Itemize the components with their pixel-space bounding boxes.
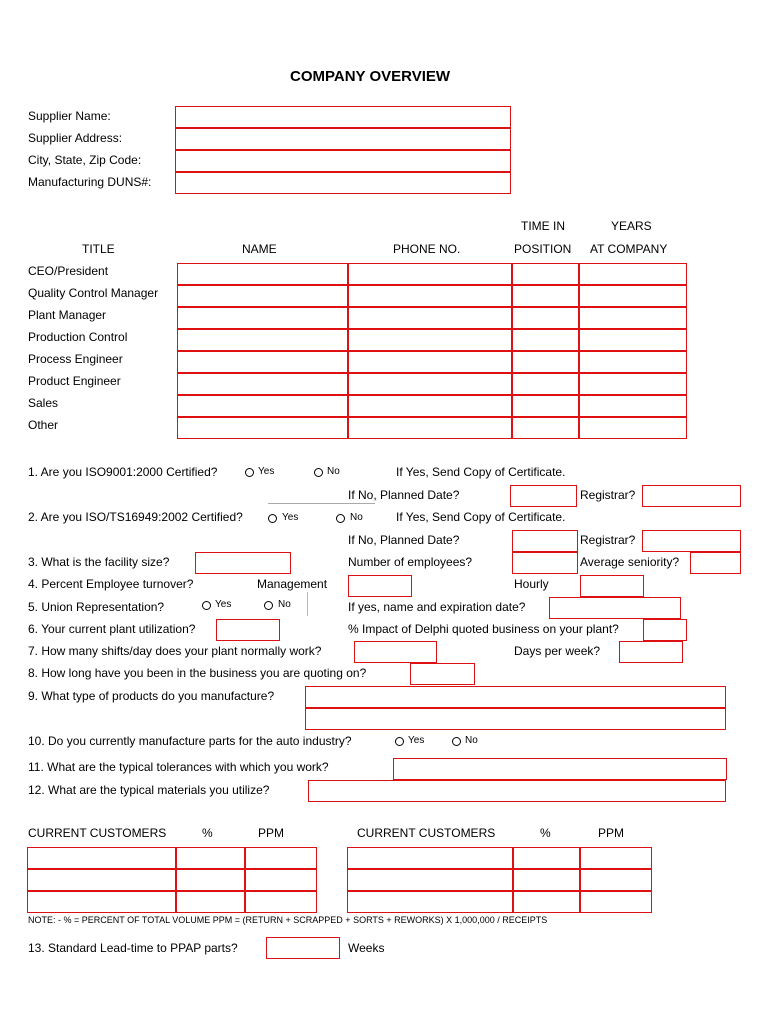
customer-left-ppm-field[interactable] (245, 869, 317, 891)
q2-no-label: No (350, 512, 363, 523)
q1-no-radio[interactable] (314, 468, 323, 477)
customer-right-ppm-field[interactable] (580, 869, 652, 891)
customer-right-pct-field[interactable] (513, 869, 580, 891)
header-years: YEARS (611, 219, 652, 233)
contact-years-at-company-field[interactable] (579, 351, 687, 373)
days-per-week-field[interactable] (619, 641, 683, 663)
contact-row-label: CEO/President (28, 264, 109, 278)
facility-size-field[interactable] (195, 552, 291, 574)
header-at-company: AT COMPANY (590, 242, 668, 256)
customer-right-customer-field[interactable] (347, 869, 513, 891)
q7-label: 7. How many shifts/day does your plant normally work? (28, 644, 322, 658)
q2-yes-radio[interactable] (268, 514, 277, 523)
years-in-business-field[interactable] (410, 663, 475, 685)
contact-time-in-position-field[interactable] (512, 329, 579, 351)
contact-phone-field[interactable] (348, 263, 512, 285)
q1-if-yes: If Yes, Send Copy of Certificate. (396, 465, 566, 479)
q1-yes-label: Yes (258, 466, 275, 477)
contact-years-at-company-field[interactable] (579, 263, 687, 285)
customer-left-pct-field[interactable] (176, 847, 245, 869)
q1-registrar-field[interactable] (642, 485, 741, 507)
delphi-impact-label: % Impact of Delphi quoted business on your plant? (348, 622, 619, 636)
header-position: POSITION (514, 242, 572, 256)
customers-right-ppm-header: PPM (598, 826, 625, 840)
contact-name-field[interactable] (177, 351, 348, 373)
contact-row-label: Plant Manager (28, 308, 107, 322)
contact-name-field[interactable] (177, 395, 348, 417)
contact-row-label: Production Control (28, 330, 128, 344)
contact-name-field[interactable] (177, 373, 348, 395)
q10-no-label: No (465, 735, 478, 746)
contact-years-at-company-field[interactable] (579, 285, 687, 307)
seniority-field[interactable] (690, 552, 741, 574)
q2-no-radio[interactable] (336, 514, 345, 523)
q9-label: 9. What type of products do you manufacture? (28, 689, 275, 703)
materials-field[interactable] (308, 780, 726, 802)
days-per-week-label: Days per week? (514, 644, 601, 658)
q2-registrar-label: Registrar? (580, 533, 636, 547)
q11-label: 11. What are the typical tolerances with which you work? (28, 760, 329, 774)
q2-if-yes: If Yes, Send Copy of Certificate. (396, 510, 566, 524)
q5-yes-radio[interactable] (202, 601, 211, 610)
supplier-name-label: Supplier Name: (28, 109, 111, 123)
customers-right-header: CURRENT CUSTOMERS (357, 826, 496, 840)
hourly-label: Hourly (514, 577, 549, 591)
contact-row-label: Product Engineer (28, 374, 121, 388)
q10-yes-radio[interactable] (395, 737, 404, 746)
city-state-zip-field[interactable] (175, 150, 511, 172)
contact-time-in-position-field[interactable] (512, 351, 579, 373)
customer-right-ppm-field[interactable] (580, 847, 652, 869)
contact-time-in-position-field[interactable] (512, 373, 579, 395)
q1-planned-date-field[interactable] (510, 485, 577, 507)
q1-yes-radio[interactable] (245, 468, 254, 477)
contact-name-field[interactable] (177, 263, 348, 285)
seniority-label: Average seniority? (580, 555, 680, 569)
management-label: Management (257, 577, 328, 591)
customers-left-pct-header: % (202, 826, 213, 840)
contact-phone-field[interactable] (348, 307, 512, 329)
customer-left-customer-field[interactable] (27, 891, 176, 913)
q10-label: 10. Do you currently manufacture parts for the auto industry? (28, 734, 352, 748)
q12-label: 12. What are the typical materials you utilize? (28, 783, 270, 797)
q5-label: 5. Union Representation? (28, 600, 165, 614)
city-state-zip-label: City, State, Zip Code: (28, 153, 142, 167)
contact-name-field[interactable] (177, 329, 348, 351)
customer-left-customer-field[interactable] (27, 869, 176, 891)
customer-right-customer-field[interactable] (347, 847, 513, 869)
contact-phone-field[interactable] (348, 373, 512, 395)
q5-no-label: No (278, 599, 291, 610)
customers-left-header: CURRENT CUSTOMERS (28, 826, 167, 840)
contact-years-at-company-field[interactable] (579, 307, 687, 329)
contact-phone-field[interactable] (348, 285, 512, 307)
tolerances-field[interactable] (393, 758, 727, 780)
contact-time-in-position-field[interactable] (512, 417, 579, 439)
duns-label: Manufacturing DUNS#: (28, 175, 152, 189)
contact-time-in-position-field[interactable] (512, 395, 579, 417)
q1-divider (268, 503, 375, 504)
weeks-label: Weeks (348, 941, 385, 955)
customers-right-pct-header: % (540, 826, 551, 840)
duns-field[interactable] (175, 172, 511, 194)
ppm-note: NOTE: - % = PERCENT OF TOTAL VOLUME PPM = (RETURN + SCRAPPED + SORTS + REWORKS) X 1,000,000 / RECEIPTS (28, 915, 548, 925)
q1-no-label: No (327, 466, 340, 477)
q2-label: 2. Are you ISO/TS16949:2002 Certified? (28, 510, 243, 524)
union-details-label: If yes, name and expiration date? (348, 600, 526, 614)
employees-label: Number of employees? (348, 555, 473, 569)
contact-time-in-position-field[interactable] (512, 285, 579, 307)
plant-utilization-field[interactable] (216, 619, 280, 641)
contact-years-at-company-field[interactable] (579, 417, 687, 439)
q1-if-no: If No, Planned Date? (348, 488, 460, 502)
q3-label: 3. What is the facility size? (28, 555, 170, 569)
q10-no-radio[interactable] (452, 737, 461, 746)
contact-name-field[interactable] (177, 285, 348, 307)
contact-name-field[interactable] (177, 307, 348, 329)
q2-if-no: If No, Planned Date? (348, 533, 460, 547)
products-field-2[interactable] (305, 708, 726, 730)
q10-yes-label: Yes (408, 735, 425, 746)
q1-label: 1. Are you ISO9001:2000 Certified? (28, 465, 218, 479)
contact-years-at-company-field[interactable] (579, 329, 687, 351)
contact-time-in-position-field[interactable] (512, 307, 579, 329)
customer-left-customer-field[interactable] (27, 847, 176, 869)
supplier-address-field[interactable] (175, 128, 511, 150)
contact-name-field[interactable] (177, 417, 348, 439)
q2-registrar-field[interactable] (642, 530, 741, 552)
lead-time-field[interactable] (266, 937, 340, 959)
q13-label: 13. Standard Lead-time to PPAP parts? (28, 941, 238, 955)
q2-yes-label: Yes (282, 512, 299, 523)
shifts-per-day-field[interactable] (354, 641, 437, 663)
q8-label: 8. How long have you been in the business you are quoting on? (28, 666, 367, 680)
customer-left-ppm-field[interactable] (245, 847, 317, 869)
union-details-field[interactable] (549, 597, 681, 619)
contact-time-in-position-field[interactable] (512, 263, 579, 285)
header-title: TITLE (82, 242, 115, 256)
contact-years-at-company-field[interactable] (579, 395, 687, 417)
q5-yes-label: Yes (215, 599, 232, 610)
customer-left-pct-field[interactable] (176, 891, 245, 913)
contact-phone-field[interactable] (348, 417, 512, 439)
supplier-name-field[interactable] (175, 106, 511, 128)
contact-row-label: Other (28, 418, 59, 432)
customer-left-pct-field[interactable] (176, 869, 245, 891)
q5-no-radio[interactable] (264, 601, 273, 610)
delphi-impact-field[interactable] (643, 619, 687, 641)
q4-label: 4. Percent Employee turnover? (28, 577, 194, 591)
customer-right-pct-field[interactable] (513, 891, 580, 913)
header-name: NAME (242, 242, 277, 256)
customers-left-ppm-header: PPM (258, 826, 285, 840)
contact-row-label: Process Engineer (28, 352, 123, 366)
header-time-in: TIME IN (521, 219, 565, 233)
q6-label: 6. Your current plant utilization? (28, 622, 196, 636)
management-turnover-field[interactable] (348, 575, 412, 597)
q5-divider (307, 592, 308, 616)
q1-registrar-label: Registrar? (580, 488, 636, 502)
contact-phone-field[interactable] (348, 395, 512, 417)
q2-planned-date-field[interactable] (512, 530, 578, 552)
contact-years-at-company-field[interactable] (579, 373, 687, 395)
customer-left-ppm-field[interactable] (245, 891, 317, 913)
customer-right-pct-field[interactable] (513, 847, 580, 869)
customer-right-customer-field[interactable] (347, 891, 513, 913)
supplier-address-label: Supplier Address: (28, 131, 123, 145)
customer-right-ppm-field[interactable] (580, 891, 652, 913)
products-field-1[interactable] (305, 686, 726, 708)
contact-row-label: Sales (28, 396, 59, 410)
employees-field[interactable] (512, 552, 578, 574)
contact-phone-field[interactable] (348, 329, 512, 351)
header-phone: PHONE NO. (393, 242, 461, 256)
page-title: COMPANY OVERVIEW (290, 68, 451, 85)
hourly-turnover-field[interactable] (580, 575, 644, 597)
contact-row-label: Quality Control Manager (28, 286, 159, 300)
contact-phone-field[interactable] (348, 351, 512, 373)
